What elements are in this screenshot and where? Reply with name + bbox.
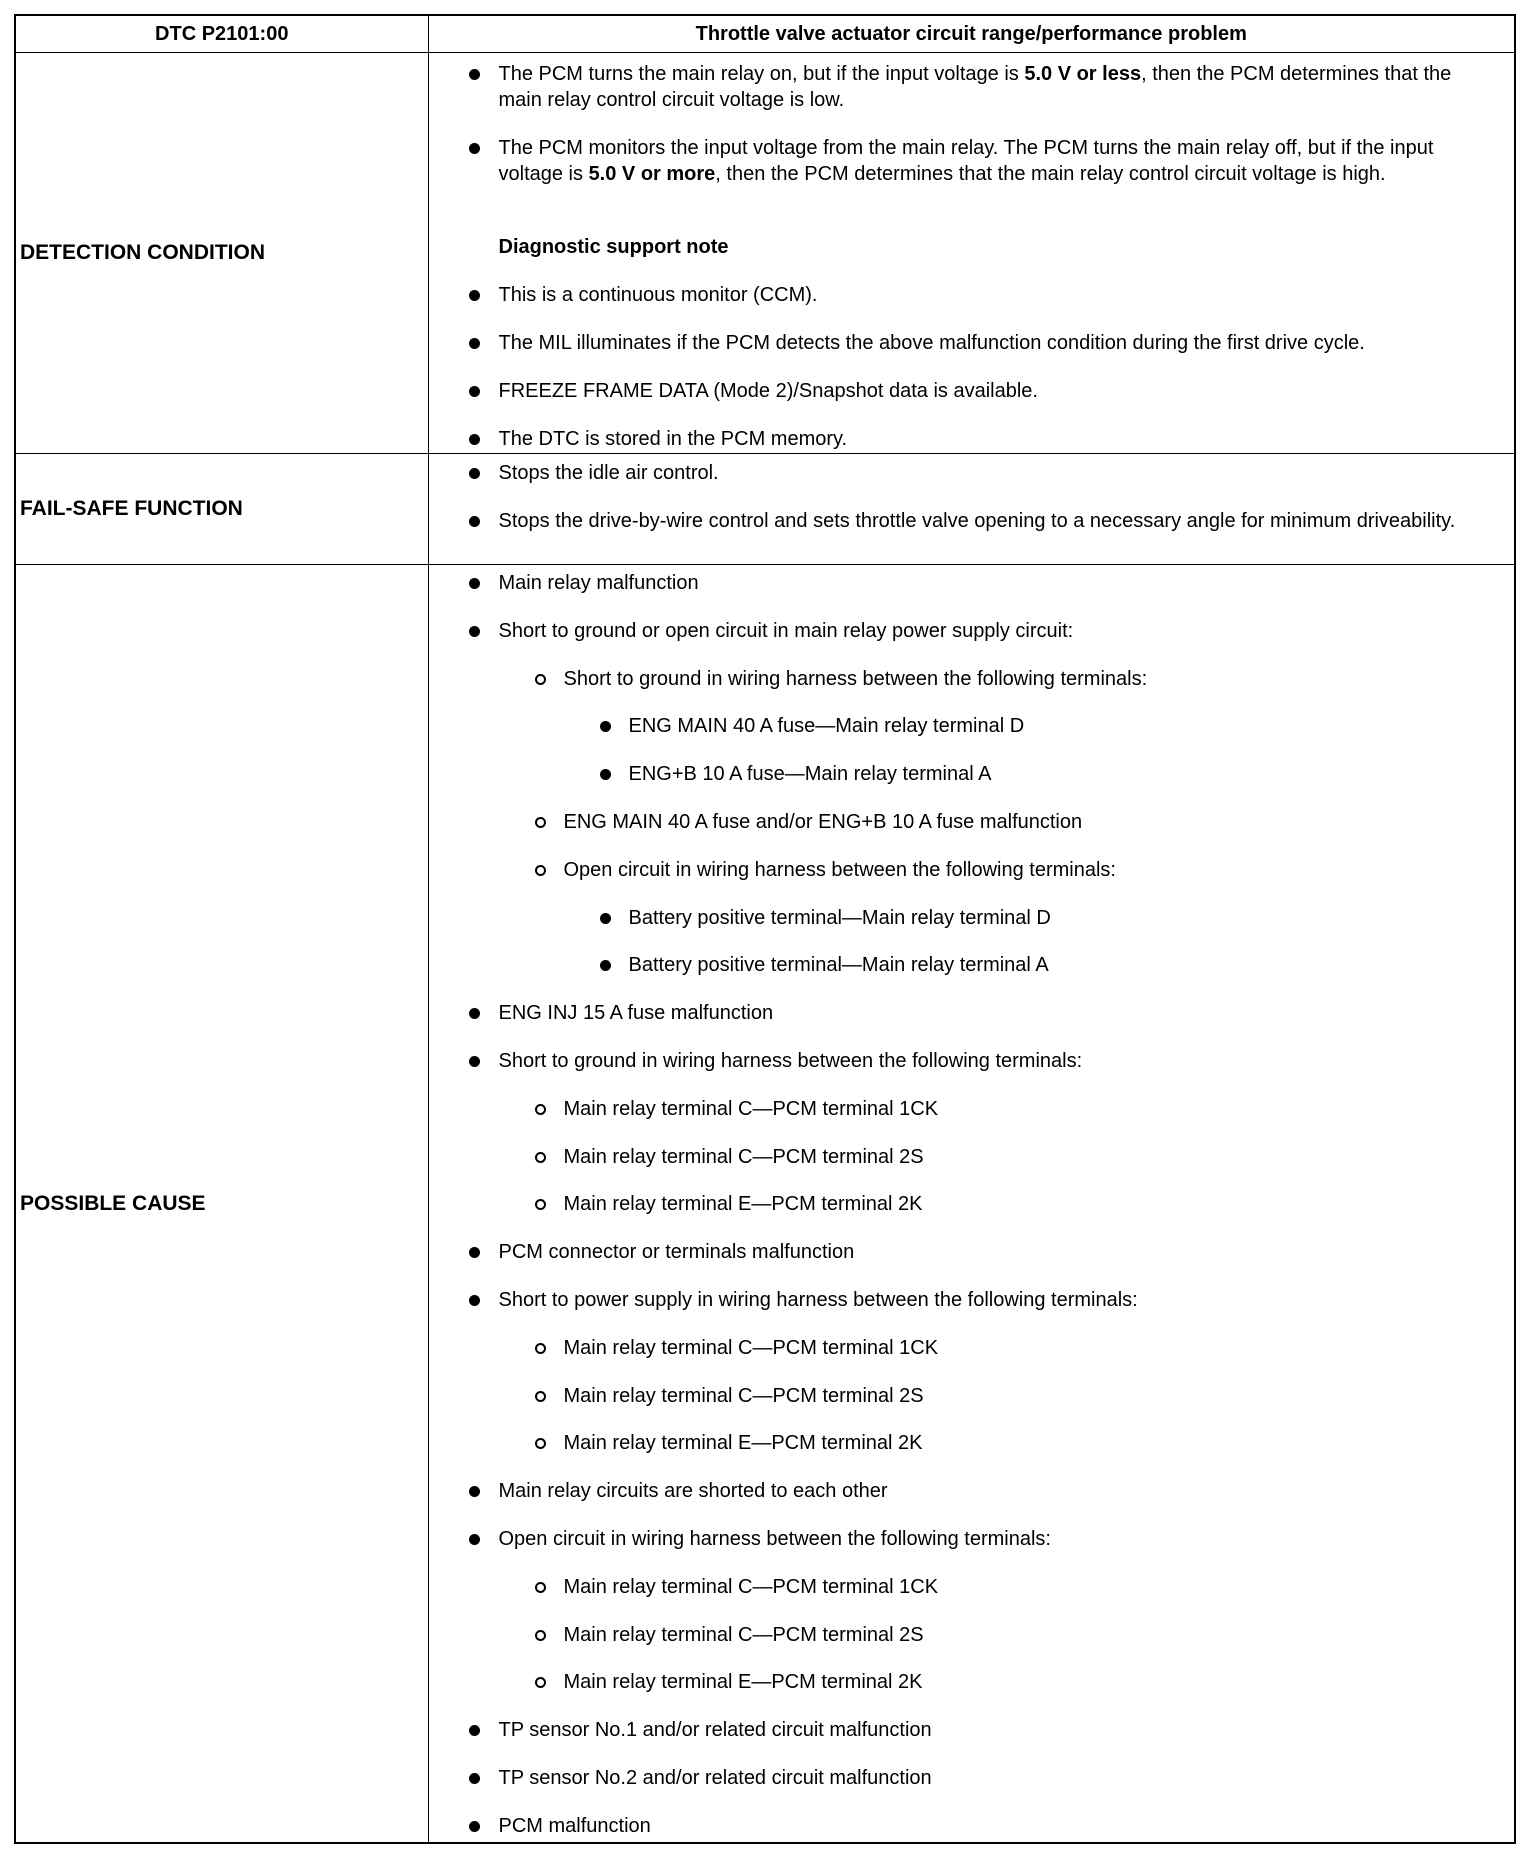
cause-item-text: Main relay terminal E—PCM terminal 2K bbox=[563, 1432, 923, 1455]
cause-item-text: Short to ground in wiring harness between the following terminals: bbox=[563, 667, 1148, 690]
bullet-disc-icon bbox=[469, 1247, 480, 1258]
cause-item-text: Main relay circuits are shorted to each other bbox=[498, 1480, 888, 1503]
failsafe-label: FAIL-SAFE FUNCTION bbox=[15, 454, 428, 565]
bullet-disc-icon bbox=[469, 1821, 480, 1832]
bullet-disc-icon bbox=[469, 1056, 480, 1067]
list-item bbox=[564, 1574, 1464, 1600]
detection-item-6: The DTC is stored in the PCM memory. bbox=[498, 428, 848, 450]
cause-item-text: Main relay terminal C—PCM terminal 1CK bbox=[563, 1097, 939, 1120]
dtc-table bbox=[14, 14, 1516, 1844]
cause-item-text: ENG INJ 15 A fuse malfunction bbox=[498, 1002, 774, 1025]
cause-item-text: Open circuit in wiring harness between the following terminals: bbox=[563, 858, 1116, 881]
detection-item-4: The MIL illuminates if the PCM detects the above malfunction condition during the first drive cycle. bbox=[498, 332, 1365, 354]
bullet-disc-icon bbox=[469, 516, 480, 527]
bullet-circle-icon bbox=[535, 817, 546, 828]
list-item bbox=[564, 1096, 1464, 1122]
detection-item-2: The PCM monitors the input voltage from the main relay. The PCM turns the main relay off, but if the input voltage is 5.0 V or more, then the PCM determines that the main relay control circuit voltage is high. bbox=[498, 137, 1434, 185]
cause-row bbox=[15, 565, 1515, 1844]
list-item bbox=[564, 1191, 1464, 1217]
cause-item-text: TP sensor No.2 and/or related circuit malfunction bbox=[498, 1767, 932, 1789]
cause-item-text: Main relay terminal C—PCM terminal 2S bbox=[563, 1145, 924, 1168]
list-item bbox=[499, 1813, 1499, 1839]
dtc-title-header: Throttle valve actuator circuit range/performance problem bbox=[428, 15, 1515, 53]
list-item bbox=[499, 282, 1499, 308]
bullet-circle-icon bbox=[535, 1438, 546, 1449]
bullet-disc-icon bbox=[469, 468, 480, 479]
list-item bbox=[499, 1048, 1499, 1074]
diagnostic-note-heading: Diagnostic support note bbox=[498, 236, 729, 258]
cause-item-text: Short to power supply in wiring harness between the following terminals: bbox=[498, 1289, 1138, 1311]
bullet-disc-icon bbox=[469, 143, 480, 154]
cause-item-text: TP sensor No.1 and/or related circuit malfunction bbox=[498, 1719, 932, 1742]
cause-item-text: Battery positive terminal—Main relay terminal D bbox=[628, 906, 1051, 929]
list-item bbox=[564, 666, 1464, 692]
bullet-disc-icon bbox=[600, 960, 611, 971]
bullet-disc-icon bbox=[469, 290, 480, 301]
bullet-disc-icon bbox=[469, 1486, 480, 1497]
cause-label: POSSIBLE CAUSE bbox=[15, 565, 428, 1844]
cause-item-text: ENG+B 10 A fuse—Main relay terminal A bbox=[628, 763, 992, 786]
bullet-disc-icon bbox=[469, 1295, 480, 1306]
list-item bbox=[499, 135, 1499, 187]
list-item bbox=[564, 1335, 1464, 1361]
cause-item-text: ENG MAIN 40 A fuse—Main relay terminal D bbox=[628, 715, 1025, 738]
list-item bbox=[499, 508, 1499, 534]
list-item bbox=[499, 1239, 1499, 1265]
bullet-disc-icon bbox=[469, 1773, 480, 1784]
list-item bbox=[499, 426, 1499, 452]
bullet-circle-icon bbox=[535, 674, 546, 685]
list-item bbox=[629, 761, 1526, 787]
list-item bbox=[564, 1430, 1464, 1456]
cause-item-text: Main relay terminal C—PCM terminal 2S bbox=[563, 1623, 924, 1646]
bullet-disc-icon bbox=[469, 626, 480, 637]
failsafe-content bbox=[428, 454, 1515, 565]
cause-item-text: Main relay malfunction bbox=[498, 572, 699, 594]
cause-item-text: Main relay terminal C—PCM terminal 1CK bbox=[563, 1336, 939, 1359]
list-item bbox=[564, 857, 1464, 883]
bullet-disc-icon bbox=[469, 434, 480, 445]
detection-item-3: This is a continuous monitor (CCM). bbox=[498, 284, 818, 306]
list-item bbox=[499, 618, 1499, 644]
detection-content bbox=[428, 53, 1515, 454]
bullet-disc-icon bbox=[469, 1725, 480, 1736]
cause-item-text: Main relay terminal C—PCM terminal 2S bbox=[563, 1384, 924, 1407]
list-item bbox=[499, 1526, 1499, 1552]
bullet-circle-icon bbox=[535, 1677, 546, 1688]
list-item bbox=[629, 713, 1526, 739]
list-item bbox=[499, 1765, 1499, 1791]
detection-label: DETECTION CONDITION bbox=[15, 53, 428, 454]
detection-row bbox=[15, 53, 1515, 454]
cause-item-text: Main relay terminal E—PCM terminal 2K bbox=[563, 1671, 923, 1694]
bullet-disc-icon bbox=[469, 69, 480, 80]
failsafe-row bbox=[15, 454, 1515, 565]
list-item bbox=[499, 1000, 1499, 1026]
failsafe-item-1: Stops the idle air control. bbox=[498, 462, 719, 484]
detection-item-5: FREEZE FRAME DATA (Mode 2)/Snapshot data is available. bbox=[498, 380, 1038, 402]
bullet-disc-icon bbox=[600, 721, 611, 732]
bullet-disc-icon bbox=[469, 386, 480, 397]
bullet-circle-icon bbox=[535, 1630, 546, 1641]
list-item bbox=[499, 1287, 1499, 1313]
bullet-disc-icon bbox=[469, 1008, 480, 1019]
list-item bbox=[499, 570, 1499, 596]
list-item bbox=[564, 1669, 1464, 1695]
cause-content bbox=[428, 565, 1515, 1844]
list-item bbox=[499, 378, 1499, 404]
bullet-disc-icon bbox=[469, 1534, 480, 1545]
cause-item-text: Battery positive terminal—Main relay terminal A bbox=[628, 954, 1049, 977]
failsafe-item-2: Stops the drive-by-wire control and sets throttle valve opening to a necessary angle for minimum driveability. bbox=[498, 510, 1456, 532]
list-item bbox=[499, 1717, 1499, 1743]
cause-item-text: Main relay terminal E—PCM terminal 2K bbox=[563, 1193, 923, 1216]
cause-item-text: PCM connector or terminals malfunction bbox=[498, 1241, 855, 1264]
cause-item-text: PCM malfunction bbox=[498, 1814, 651, 1837]
list-item bbox=[564, 809, 1464, 835]
bullet-circle-icon bbox=[535, 1582, 546, 1593]
list-item bbox=[499, 460, 1499, 486]
detection-item-1: The PCM turns the main relay on, but if the input voltage is 5.0 V or less, then the PCM determines that the main relay control circuit voltage is low. bbox=[498, 63, 1452, 111]
bullet-circle-icon bbox=[535, 1199, 546, 1210]
cause-item-text: Short to ground in wiring harness between the following terminals: bbox=[498, 1050, 1083, 1072]
list-item bbox=[629, 952, 1526, 978]
list-item bbox=[564, 1622, 1464, 1648]
list-item bbox=[499, 61, 1499, 113]
bullet-disc-icon bbox=[469, 578, 480, 589]
bullet-circle-icon bbox=[535, 1152, 546, 1163]
header-row bbox=[15, 15, 1515, 53]
bullet-disc-icon bbox=[600, 769, 611, 780]
bullet-circle-icon bbox=[535, 1391, 546, 1402]
bullet-circle-icon bbox=[535, 865, 546, 876]
bullet-disc-icon bbox=[469, 338, 480, 349]
list-item bbox=[564, 1383, 1464, 1409]
bullet-disc-icon bbox=[600, 913, 611, 924]
dtc-code-header: DTC P2101:00 bbox=[15, 15, 428, 53]
bullet-circle-icon bbox=[535, 1343, 546, 1354]
list-item bbox=[499, 1478, 1499, 1504]
cause-item-text: ENG MAIN 40 A fuse and/or ENG+B 10 A fuse malfunction bbox=[563, 811, 1083, 833]
list-item bbox=[629, 905, 1526, 931]
list-item bbox=[499, 330, 1499, 356]
cause-item-text: Main relay terminal C—PCM terminal 1CK bbox=[563, 1575, 939, 1598]
cause-item-text: Short to ground or open circuit in main relay power supply circuit: bbox=[498, 619, 1074, 642]
cause-item-text: Open circuit in wiring harness between the following terminals: bbox=[498, 1528, 1051, 1550]
bullet-circle-icon bbox=[535, 1104, 546, 1115]
list-item bbox=[564, 1144, 1464, 1170]
